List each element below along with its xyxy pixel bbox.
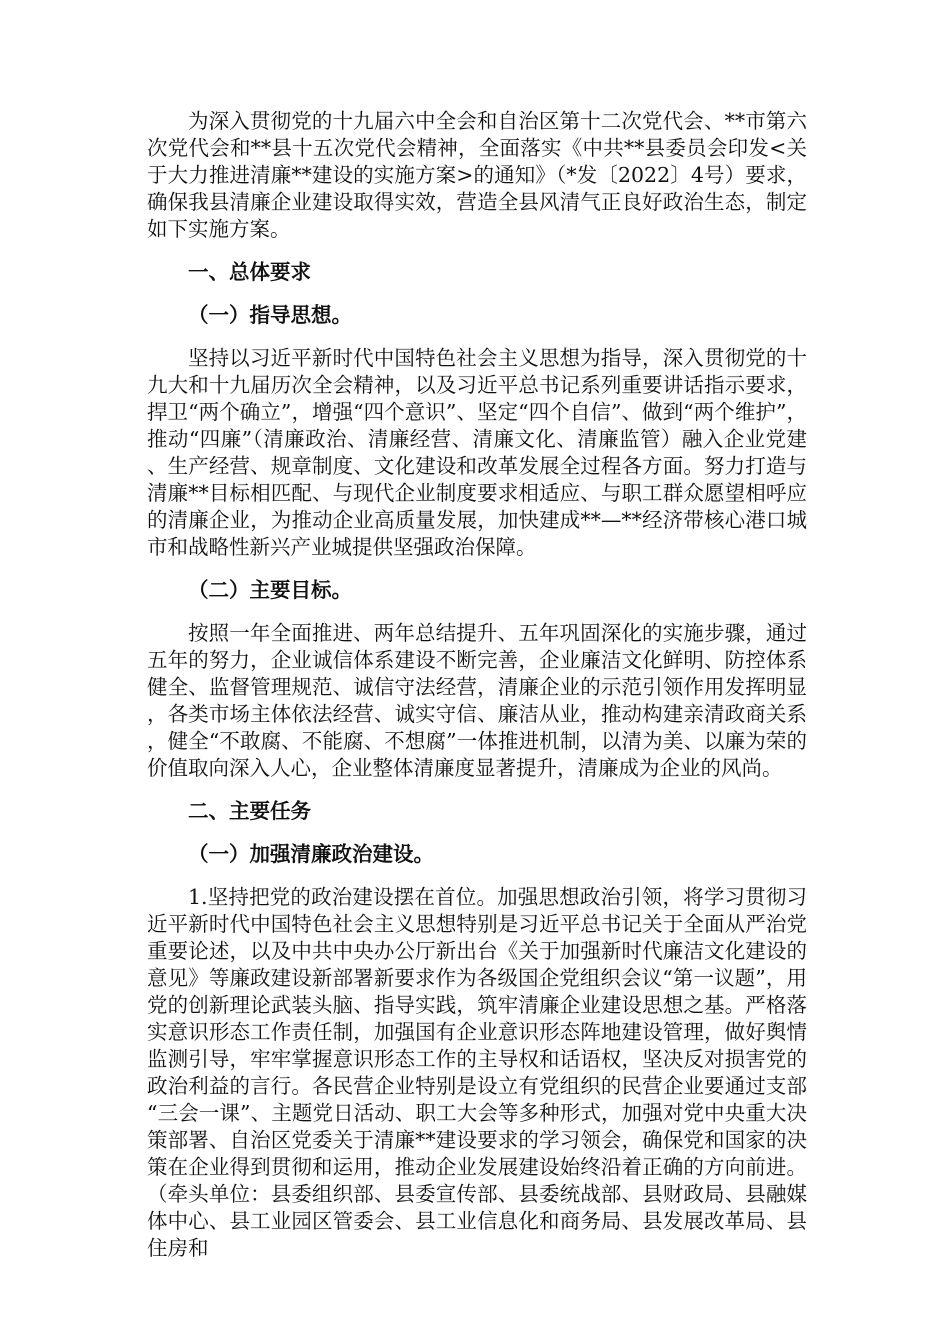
section-heading-general-requirements: 一、总体要求 (188, 260, 311, 284)
subsection-heading-main-goals: （二）主要目标。 (188, 578, 352, 602)
subsection-heading-clean-politics: （一）加强清廉政治建设。 (188, 842, 434, 866)
subsection-heading-guiding-ideology: （一）指导思想。 (188, 303, 352, 327)
main-goals-paragraph: 按照一年全面推进、两年总结提升、五年巩固深化的实施步骤，通过五年的努力，企业诚信体系建设不断完善，企业廉洁文化鲜明、防控体系健全、监督管理规范、诚信守法经营，清廉企业的示范引领作用发挥明显，各类市场主体依法经营、诚实守信、廉洁从业，推动构建亲清政商关系，健全“不敢腐、不能腐、不想腐”一体推进机制，以清为美、以廉为荣的价值取向深入人心，企业整体清廉度显著提升，清廉成为企业的风尚。 (147, 621, 807, 780)
guiding-ideology-paragraph: 坚持以习近平新时代中国特色社会主义思想为指导，深入贯彻党的十九大和十九届历次全会精神，以及习近平总书记系列重要讲话指示要求，捍卫“两个确立”，增强“四个意识”、坚定“四个自信”、做到“两个维护”，推动“四廉”（清廉政治、清廉经营、清廉文化、清廉监管）融入企业党建、生产经营、规章制度、文化建设和改革发展全过程各方面。努力打造与清廉**目标相匹配、与现代企业制度要求相适应、与职工群众愿望相呼应的清廉企业，为推动企业高质量发展，加快建成**—**经济带核心港口城市和战略性新兴产业城提供坚强政治保障。 (147, 346, 807, 559)
intro-paragraph: 为深入贯彻党的十九届六中全会和自治区第十二次党代会、**市第六次党代会和**县十五次党代会精神，全面落实《中共**县委员会印发<关于大力推进清廉**建设的实施方案>的通知》（*发〔2022〕4号）要求，确保我县清廉企业建设取得实效，营造全县风清气正良好政治生态，制定如下实施方案。 (147, 109, 807, 241)
document-body (147, 108, 807, 1262)
clean-politics-paragraph: 1.坚持把党的政治建设摆在首位。加强思想政治引领，将学习贯彻习近平新时代中国特色社会主义思想特别是习近平总书记关于全面从严治党重要论述，以及中共中央办公厅新出台《关于加强新时代廉洁文化建设的意见》等廉政建设新部署新要求作为各级国企党组织会议“第一议题”，用党的创新理论武装头脑、指导实践，筑牢清廉企业建设思想之基。严格落实意识形态工作责任制，加强国有企业意识形态阵地建设管理，做好舆情监测引导，牢牢掌握意识形态工作的主导权和话语权，坚决反对损害党的政治利益的言行。各民营企业特别是设立有党组织的民营企业要通过支部“三会一课”、主题党日活动、职工大会等多种形式，加强对党中央重大决策部署、自治区党委关于清廉**建设要求的学习领会，确保党和国家的决策在企业得到贯彻和运用，推动企业发展建设始终沿着正确的方向前进。（牵头单位：县委组织部、县委宣传部、县委统战部、县财政局、县融媒体中心、县工业园区管委会、县工业信息化和商务局、县发展改革局、县住房和 (147, 885, 807, 1260)
section-heading-main-tasks: 二、主要任务 (188, 799, 311, 823)
